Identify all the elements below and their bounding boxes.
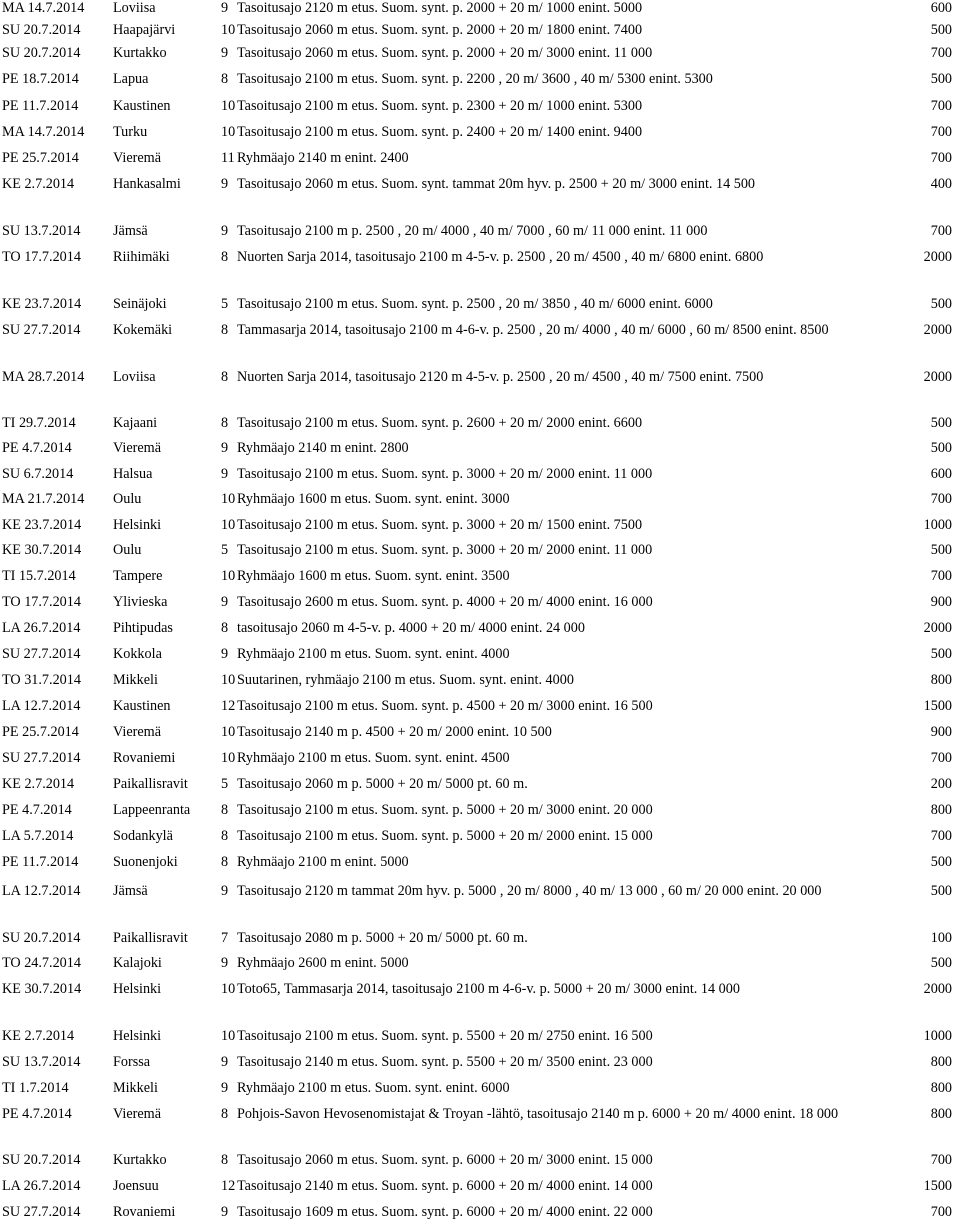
race-prize: 800	[930, 802, 952, 818]
race-location: Turku	[113, 124, 148, 140]
race-date: PE 25.7.2014	[2, 150, 79, 166]
race-number: 8	[221, 1106, 229, 1122]
race-number: 9	[221, 955, 229, 971]
race-date: PE 11.7.2014	[2, 98, 79, 114]
race-number: 8	[221, 828, 229, 844]
race-prize: 100	[930, 930, 952, 946]
race-location: Paikallisravit	[113, 930, 188, 946]
race-description: Tasoitusajo 2100 m etus. Suom. synt. p. 2300 + 20 m/ 1000 enint. 5300	[237, 98, 643, 114]
race-number: 9	[221, 883, 229, 899]
race-number: 12	[221, 1178, 236, 1194]
race-prize: 2000	[923, 369, 952, 385]
race-description: Tasoitusajo 2140 m p. 4500 + 20 m/ 2000 enint. 10 500	[237, 724, 552, 740]
race-prize: 1500	[923, 698, 952, 714]
race-date: TO 17.7.2014	[2, 249, 81, 265]
race-prize: 2000	[923, 249, 952, 265]
race-date: SU 20.7.2014	[2, 45, 81, 61]
race-location: Loviisa	[113, 369, 156, 385]
race-number: 9	[221, 1204, 229, 1220]
race-description: Pohjois-Savon Hevosenomistajat & Troyan -lähtö, tasoitusajo 2140 m p. 6000 + 20 m/ 4000 enint. 18 000	[237, 1106, 839, 1122]
race-date: MA 14.7.2014	[2, 124, 85, 140]
race-date: SU 27.7.2014	[2, 1204, 81, 1220]
race-prize: 500	[930, 883, 952, 899]
race-prize: 700	[930, 568, 952, 584]
race-description: Tasoitusajo 2100 m etus. Suom. synt. p. 5000 + 20 m/ 2000 enint. 15 000	[237, 828, 653, 844]
race-description: Tasoitusajo 2100 m etus. Suom. synt. p. 3000 + 20 m/ 2000 enint. 11 000	[237, 466, 653, 482]
race-prize: 500	[930, 440, 952, 456]
race-description: Tasoitusajo 2060 m etus. Suom. synt. p. 2000 + 20 m/ 3000 enint. 11 000	[237, 45, 653, 61]
race-date: TI 29.7.2014	[2, 415, 76, 431]
race-location: Pihtipudas	[113, 620, 173, 636]
race-description: Tasoitusajo 2140 m etus. Suom. synt. p. 5500 + 20 m/ 3500 enint. 23 000	[237, 1054, 653, 1070]
race-location: Kurtakko	[113, 1152, 167, 1168]
race-location: Kaustinen	[113, 98, 171, 114]
race-description: Tasoitusajo 2060 m p. 5000 + 20 m/ 5000 pt. 60 m.	[237, 776, 528, 792]
race-prize: 700	[930, 150, 952, 166]
race-location: Vieremä	[113, 724, 161, 740]
race-location: Joensuu	[113, 1178, 159, 1194]
race-prize: 500	[930, 542, 952, 558]
race-location: Mikkeli	[113, 672, 158, 688]
race-prize: 500	[930, 296, 952, 312]
race-location: Kajaani	[113, 415, 158, 431]
race-number: 12	[221, 698, 236, 714]
race-description: Ryhmäajo 2100 m etus. Suom. synt. enint. 4500	[237, 750, 510, 766]
race-prize: 700	[930, 828, 952, 844]
race-location: Lappeenranta	[113, 802, 191, 818]
race-number: 9	[221, 45, 229, 61]
race-number: 8	[221, 322, 229, 338]
race-date: PE 4.7.2014	[2, 1106, 72, 1122]
race-description: Nuorten Sarja 2014, tasoitusajo 2120 m 4-5-v. p. 2500 , 20 m/ 4500 , 40 m/ 7500 enint. 7500	[237, 369, 764, 385]
race-location: Kalajoki	[113, 955, 162, 971]
race-date: SU 27.7.2014	[2, 322, 81, 338]
race-description: Ryhmäajo 2100 m etus. Suom. synt. enint. 4000	[237, 646, 510, 662]
race-date: LA 26.7.2014	[2, 620, 81, 636]
race-description: Tasoitusajo 2600 m etus. Suom. synt. p. 4000 + 20 m/ 4000 enint. 16 000	[237, 594, 653, 610]
race-prize: 200	[930, 776, 952, 792]
race-description: Tasoitusajo 2100 m etus. Suom. synt. p. 2200 , 20 m/ 3600 , 40 m/ 5300 enint. 5300	[237, 71, 713, 87]
race-prize: 2000	[923, 322, 952, 338]
race-location: Kurtakko	[113, 45, 167, 61]
race-location: Oulu	[113, 542, 142, 558]
race-description: Tasoitusajo 2100 m etus. Suom. synt. p. 3000 + 20 m/ 2000 enint. 11 000	[237, 542, 653, 558]
race-description: tasoitusajo 2060 m 4-5-v. p. 4000 + 20 m/ 4000 enint. 24 000	[237, 620, 585, 636]
race-location: Kokkola	[113, 646, 162, 662]
race-location: Oulu	[113, 491, 142, 507]
race-location: Loviisa	[113, 0, 156, 16]
race-date: SU 27.7.2014	[2, 646, 81, 662]
race-date: LA 5.7.2014	[2, 828, 74, 844]
race-description: Toto65, Tammasarja 2014, tasoitusajo 2100 m 4-6-v. p. 5000 + 20 m/ 3000 enint. 14 000	[237, 981, 740, 997]
race-location: Vieremä	[113, 440, 161, 456]
race-date: KE 30.7.2014	[2, 542, 82, 558]
race-prize: 700	[930, 223, 952, 239]
race-number: 10	[221, 1028, 236, 1044]
race-number: 11	[221, 150, 235, 166]
race-prize: 500	[930, 955, 952, 971]
race-number: 10	[221, 672, 236, 688]
race-location: Rovaniemi	[113, 750, 176, 766]
race-description: Tasoitusajo 2100 m etus. Suom. synt. p. 5500 + 20 m/ 2750 enint. 16 500	[237, 1028, 653, 1044]
race-date: SU 20.7.2014	[2, 22, 81, 38]
race-date: SU 27.7.2014	[2, 750, 81, 766]
race-prize: 500	[930, 415, 952, 431]
race-prize: 500	[930, 854, 952, 870]
race-location: Helsinki	[113, 517, 162, 533]
race-date: SU 20.7.2014	[2, 930, 81, 946]
race-description: Tasoitusajo 1609 m etus. Suom. synt. p. 6000 + 20 m/ 4000 enint. 22 000	[237, 1204, 653, 1220]
race-description: Ryhmäajo 2140 m enint. 2800	[237, 440, 409, 456]
race-description: Nuorten Sarja 2014, tasoitusajo 2100 m 4-5-v. p. 2500 , 20 m/ 4500 , 40 m/ 6800 enint. 6800	[237, 249, 764, 265]
race-date: KE 2.7.2014	[2, 176, 75, 192]
race-prize: 700	[930, 45, 952, 61]
race-number: 10	[221, 981, 236, 997]
race-number: 9	[221, 223, 229, 239]
race-prize: 700	[930, 98, 952, 114]
race-number: 9	[221, 594, 229, 610]
race-date: TI 15.7.2014	[2, 568, 76, 584]
race-number: 5	[221, 542, 229, 558]
race-date: KE 30.7.2014	[2, 981, 82, 997]
race-number: 8	[221, 620, 229, 636]
race-location: Forssa	[113, 1054, 151, 1070]
race-location: Sodankylä	[113, 828, 173, 844]
race-number: 10	[221, 124, 236, 140]
race-number: 8	[221, 415, 229, 431]
race-description: Tasoitusajo 2100 m p. 2500 , 20 m/ 4000 , 40 m/ 7000 , 60 m/ 11 000 enint. 11 000	[237, 223, 708, 239]
race-date: PE 4.7.2014	[2, 440, 72, 456]
race-prize: 1500	[923, 1178, 952, 1194]
race-number: 10	[221, 568, 236, 584]
race-description: Tasoitusajo 2060 m etus. Suom. synt. p. 6000 + 20 m/ 3000 enint. 15 000	[237, 1152, 653, 1168]
race-number: 9	[221, 646, 229, 662]
race-prize: 500	[930, 22, 952, 38]
race-date: TO 17.7.2014	[2, 594, 81, 610]
race-prize: 500	[930, 646, 952, 662]
race-date: PE 11.7.2014	[2, 854, 79, 870]
race-description: Tasoitusajo 2080 m p. 5000 + 20 m/ 5000 pt. 60 m.	[237, 930, 528, 946]
race-prize: 700	[930, 491, 952, 507]
race-date: MA 28.7.2014	[2, 369, 85, 385]
race-number: 10	[221, 98, 236, 114]
race-number: 8	[221, 1152, 229, 1168]
race-date: TI 1.7.2014	[2, 1080, 69, 1096]
race-location: Paikallisravit	[113, 776, 188, 792]
race-prize: 700	[930, 1204, 952, 1220]
race-location: Tampere	[113, 568, 163, 584]
race-prize: 400	[930, 176, 952, 192]
race-number: 9	[221, 176, 229, 192]
race-number: 10	[221, 517, 236, 533]
race-location: Rovaniemi	[113, 1204, 176, 1220]
race-date: TO 31.7.2014	[2, 672, 81, 688]
race-description: Ryhmäajo 2600 m enint. 5000	[237, 955, 409, 971]
race-date: PE 18.7.2014	[2, 71, 79, 87]
race-date: MA 21.7.2014	[2, 491, 85, 507]
race-number: 9	[221, 0, 229, 16]
race-prize: 2000	[923, 981, 952, 997]
race-date: LA 12.7.2014	[2, 883, 81, 899]
race-date: SU 6.7.2014	[2, 466, 74, 482]
race-location: Helsinki	[113, 1028, 162, 1044]
race-number: 10	[221, 750, 236, 766]
race-prize: 800	[930, 672, 952, 688]
race-location: Jämsä	[113, 223, 148, 239]
race-location: Helsinki	[113, 981, 162, 997]
race-date: MA 14.7.2014	[2, 0, 85, 16]
race-description: Ryhmäajo 1600 m etus. Suom. synt. enint. 3000	[237, 491, 510, 507]
race-number: 9	[221, 440, 229, 456]
race-date: PE 25.7.2014	[2, 724, 79, 740]
race-number: 5	[221, 776, 229, 792]
race-prize: 1000	[923, 517, 952, 533]
race-number: 10	[221, 22, 236, 38]
race-date: PE 4.7.2014	[2, 802, 72, 818]
race-number: 8	[221, 854, 229, 870]
race-description: Ryhmäajo 2140 m enint. 2400	[237, 150, 409, 166]
race-description: Ryhmäajo 2100 m enint. 5000	[237, 854, 409, 870]
race-date: TO 24.7.2014	[2, 955, 81, 971]
race-prize: 500	[930, 71, 952, 87]
race-prize: 700	[930, 1152, 952, 1168]
race-location: Lapua	[113, 71, 149, 87]
race-description: Ryhmäajo 2100 m etus. Suom. synt. enint. 6000	[237, 1080, 510, 1096]
race-description: Tasoitusajo 2060 m etus. Suom. synt. tammat 20m hyv. p. 2500 + 20 m/ 3000 enint. 14 500	[237, 176, 756, 192]
race-description: Tasoitusajo 2100 m etus. Suom. synt. p. 4500 + 20 m/ 3000 enint. 16 500	[237, 698, 653, 714]
race-prize: 800	[930, 1080, 952, 1096]
race-prize: 2000	[923, 620, 952, 636]
race-date: SU 13.7.2014	[2, 223, 81, 239]
race-description: Tasoitusajo 2100 m etus. Suom. synt. p. 2400 + 20 m/ 1400 enint. 9400	[237, 124, 643, 140]
race-description: Tasoitusajo 2100 m etus. Suom. synt. p. 2500 , 20 m/ 3850 , 40 m/ 6000 enint. 6000	[237, 296, 713, 312]
race-location: Vieremä	[113, 150, 161, 166]
race-number: 5	[221, 296, 229, 312]
race-location: Haapajärvi	[113, 22, 176, 38]
race-prize: 600	[930, 466, 952, 482]
race-number: 9	[221, 1054, 229, 1070]
race-location: Kaustinen	[113, 698, 171, 714]
race-number: 10	[221, 491, 236, 507]
race-number: 10	[221, 724, 236, 740]
race-location: Halsua	[113, 466, 153, 482]
race-location: Riihimäki	[113, 249, 170, 265]
race-prize: 800	[930, 1054, 952, 1070]
race-number: 8	[221, 369, 229, 385]
race-prize: 600	[930, 0, 952, 16]
race-prize: 700	[930, 124, 952, 140]
race-location: Jämsä	[113, 883, 148, 899]
race-description: Tasoitusajo 2100 m etus. Suom. synt. p. 2600 + 20 m/ 2000 enint. 6600	[237, 415, 643, 431]
race-location: Mikkeli	[113, 1080, 158, 1096]
race-description: Tasoitusajo 2120 m etus. Suom. synt. p. 2000 + 20 m/ 1000 enint. 5000	[237, 0, 643, 16]
race-description: Tasoitusajo 2120 m tammat 20m hyv. p. 5000 , 20 m/ 8000 , 40 m/ 13 000 , 60 m/ 20 000 enint. 20 000	[237, 883, 822, 899]
race-date: KE 2.7.2014	[2, 1028, 75, 1044]
race-date: SU 20.7.2014	[2, 1152, 81, 1168]
race-number: 7	[221, 930, 229, 946]
race-description: Tammasarja 2014, tasoitusajo 2100 m 4-6-v. p. 2500 , 20 m/ 4000 , 40 m/ 6000 , 60 m/ 8500 enint. 8500	[237, 322, 829, 338]
race-location: Hankasalmi	[113, 176, 181, 192]
race-date: SU 13.7.2014	[2, 1054, 81, 1070]
race-prize: 1000	[923, 1028, 952, 1044]
race-date: LA 26.7.2014	[2, 1178, 81, 1194]
race-location: Kokemäki	[113, 322, 173, 338]
race-prize: 800	[930, 1106, 952, 1122]
race-number: 9	[221, 466, 229, 482]
race-number: 8	[221, 802, 229, 818]
race-prize: 900	[930, 594, 952, 610]
race-location: Suonenjoki	[113, 854, 178, 870]
race-location: Ylivieska	[113, 594, 168, 610]
race-description: Tasoitusajo 2100 m etus. Suom. synt. p. 3000 + 20 m/ 1500 enint. 7500	[237, 517, 643, 533]
race-prize: 900	[930, 724, 952, 740]
race-date: LA 12.7.2014	[2, 698, 81, 714]
race-description: Tasoitusajo 2100 m etus. Suom. synt. p. 5000 + 20 m/ 3000 enint. 20 000	[237, 802, 653, 818]
race-location: Vieremä	[113, 1106, 161, 1122]
race-description: Suutarinen, ryhmäajo 2100 m etus. Suom. synt. enint. 4000	[237, 672, 574, 688]
race-description: Tasoitusajo 2060 m etus. Suom. synt. p. 2000 + 20 m/ 1800 enint. 7400	[237, 22, 643, 38]
race-date: KE 2.7.2014	[2, 776, 75, 792]
race-location: Seinäjoki	[113, 296, 167, 312]
race-number: 8	[221, 249, 229, 265]
race-date: KE 23.7.2014	[2, 296, 82, 312]
race-prize: 700	[930, 750, 952, 766]
race-number: 9	[221, 1080, 229, 1096]
race-description: Tasoitusajo 2140 m etus. Suom. synt. p. 6000 + 20 m/ 4000 enint. 14 000	[237, 1178, 653, 1194]
race-description: Ryhmäajo 1600 m etus. Suom. synt. enint. 3500	[237, 568, 510, 584]
race-date: KE 23.7.2014	[2, 517, 82, 533]
race-number: 8	[221, 71, 229, 87]
